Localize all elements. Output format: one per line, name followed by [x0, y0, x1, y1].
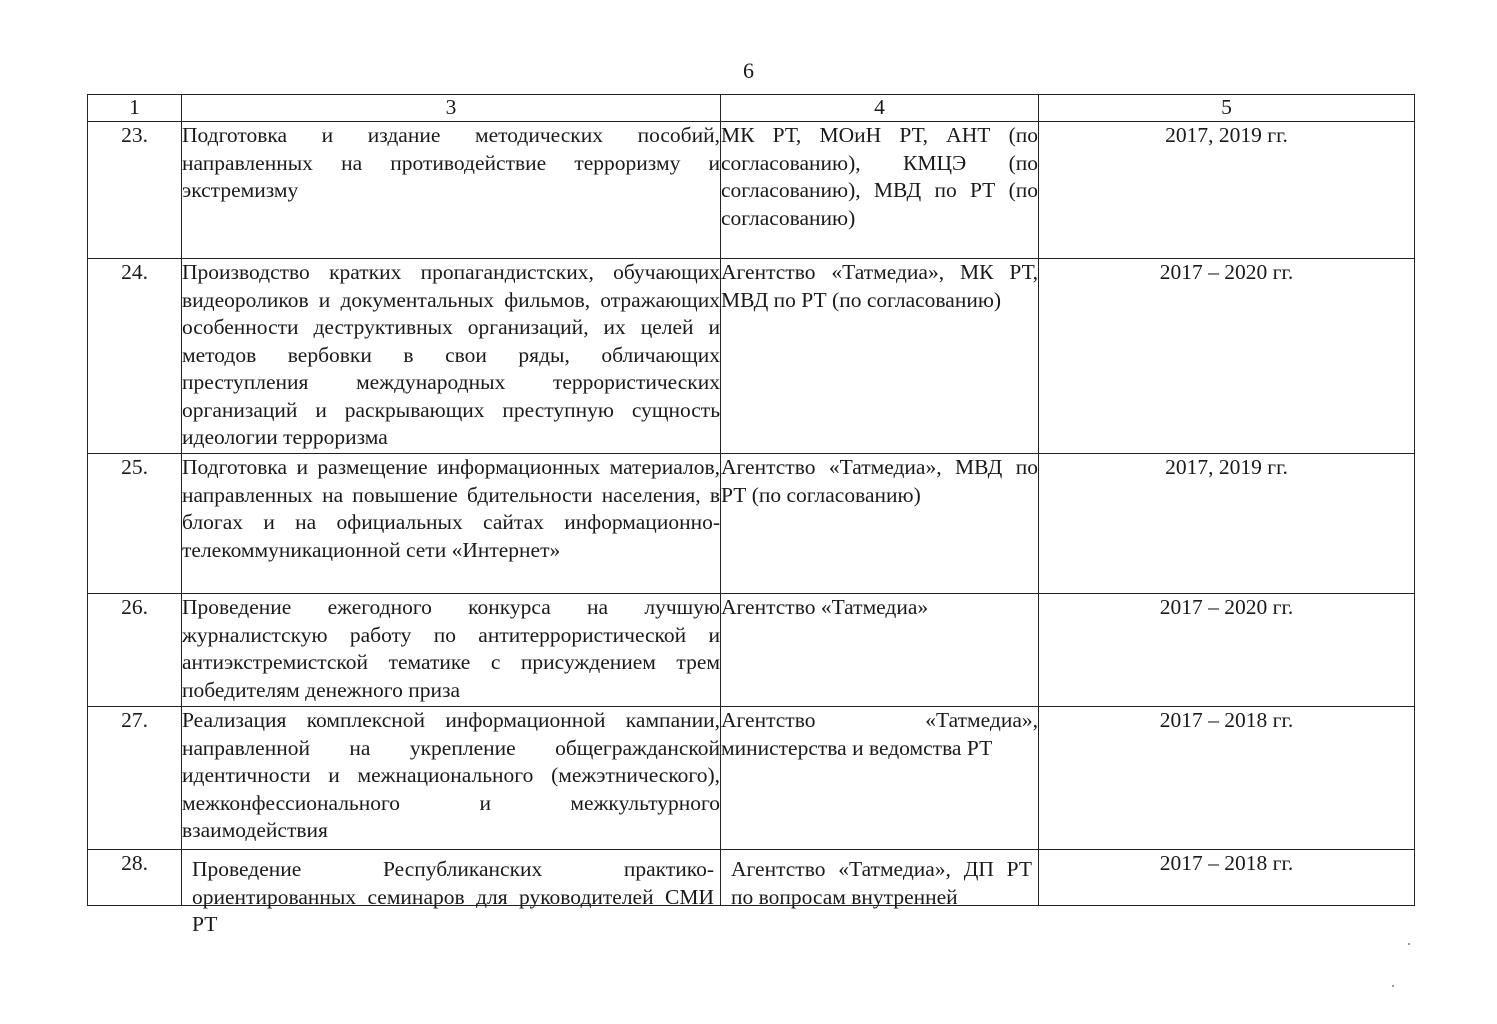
executors: Агентство «Татмедиа», министерства и ведомства РТ	[721, 707, 1039, 850]
table-row	[88, 454, 1415, 594]
measure-description: Подготовка и издание методических пособий, направленных на противодействие терроризму и экстремизму	[182, 122, 721, 259]
measures-table	[87, 94, 1415, 936]
term: 2017 – 2018 гг.	[1039, 850, 1415, 906]
table-row	[88, 850, 1415, 906]
executors: Агентство «Татмедиа», ДП РТ по вопросам внутренней	[731, 857, 1032, 909]
executors: Агентство «Татмедиа», МК РТ, МВД по РТ (по согласованию)	[721, 259, 1039, 454]
row-number: 24.	[88, 259, 182, 454]
executors: Агентство «Татмедиа»	[721, 594, 1039, 707]
table-header-row	[88, 95, 1415, 122]
measure-description-cell	[182, 850, 721, 936]
term: 2017, 2019 гг.	[1039, 122, 1415, 259]
executors: МК РТ, МОиН РТ, АНТ (по согласованию), КМЦЭ (по согласованию), МВД по РТ (по согласованию)	[721, 122, 1039, 259]
measure-description: Подготовка и размещение информационных материалов, направленных на повышение бдительности населения, в блогах и на официальных сайтах информационно-телекоммуникационной сети «Интернет»	[182, 454, 721, 594]
table-row	[88, 259, 1415, 454]
measure-description: Производство кратких пропагандистских, обучающих видеороликов и документальных фильмов, отражающих особенности деструктивных организаций, их целей и методов вербовки в свои ряды, обличающих преступления международных террористических организаций и раскрывающих преступную сущность идеологии терроризма	[182, 259, 721, 454]
table-row	[88, 707, 1415, 850]
term: 2017 – 2018 гг.	[1039, 707, 1415, 850]
row-number: 23.	[88, 122, 182, 259]
term: 2017, 2019 гг.	[1039, 454, 1415, 594]
row-number: 27.	[88, 707, 182, 850]
measure-description: Проведение Республиканских практико-ориентированных семинаров для руководителей СМИ РТ	[192, 857, 714, 936]
row-number: 25.	[88, 454, 182, 594]
header-cell: 4	[721, 95, 1039, 122]
executors: Агентство «Татмедиа», МВД по РТ (по согласованию)	[721, 454, 1039, 594]
row-number: 26.	[88, 594, 182, 707]
page-number: 6	[743, 58, 754, 83]
header-cell: 3	[182, 95, 721, 122]
table-row	[88, 122, 1415, 259]
term: 2017 – 2020 гг.	[1039, 594, 1415, 707]
measure-description: Проведение ежегодного конкурса на лучшую журналистскую работу по антитеррористической и антиэкстремистской тематике с присуждением трем победителям денежного приза	[182, 594, 721, 707]
executors-cell	[721, 850, 1039, 909]
measure-description: Реализация комплексной информационной кампании, направленной на укрепление общегражданской идентичности и межнационального (межэтнического), межконфессионального и межкультурного взаимодействия	[182, 707, 721, 850]
term: 2017 – 2020 гг.	[1039, 259, 1415, 454]
header-cell: 5	[1039, 95, 1415, 122]
header-cell: 1	[88, 95, 182, 122]
scan-speck	[1408, 943, 1410, 945]
scan-speck	[1392, 985, 1394, 987]
row-number: 28.	[88, 850, 182, 906]
table-row	[88, 594, 1415, 707]
